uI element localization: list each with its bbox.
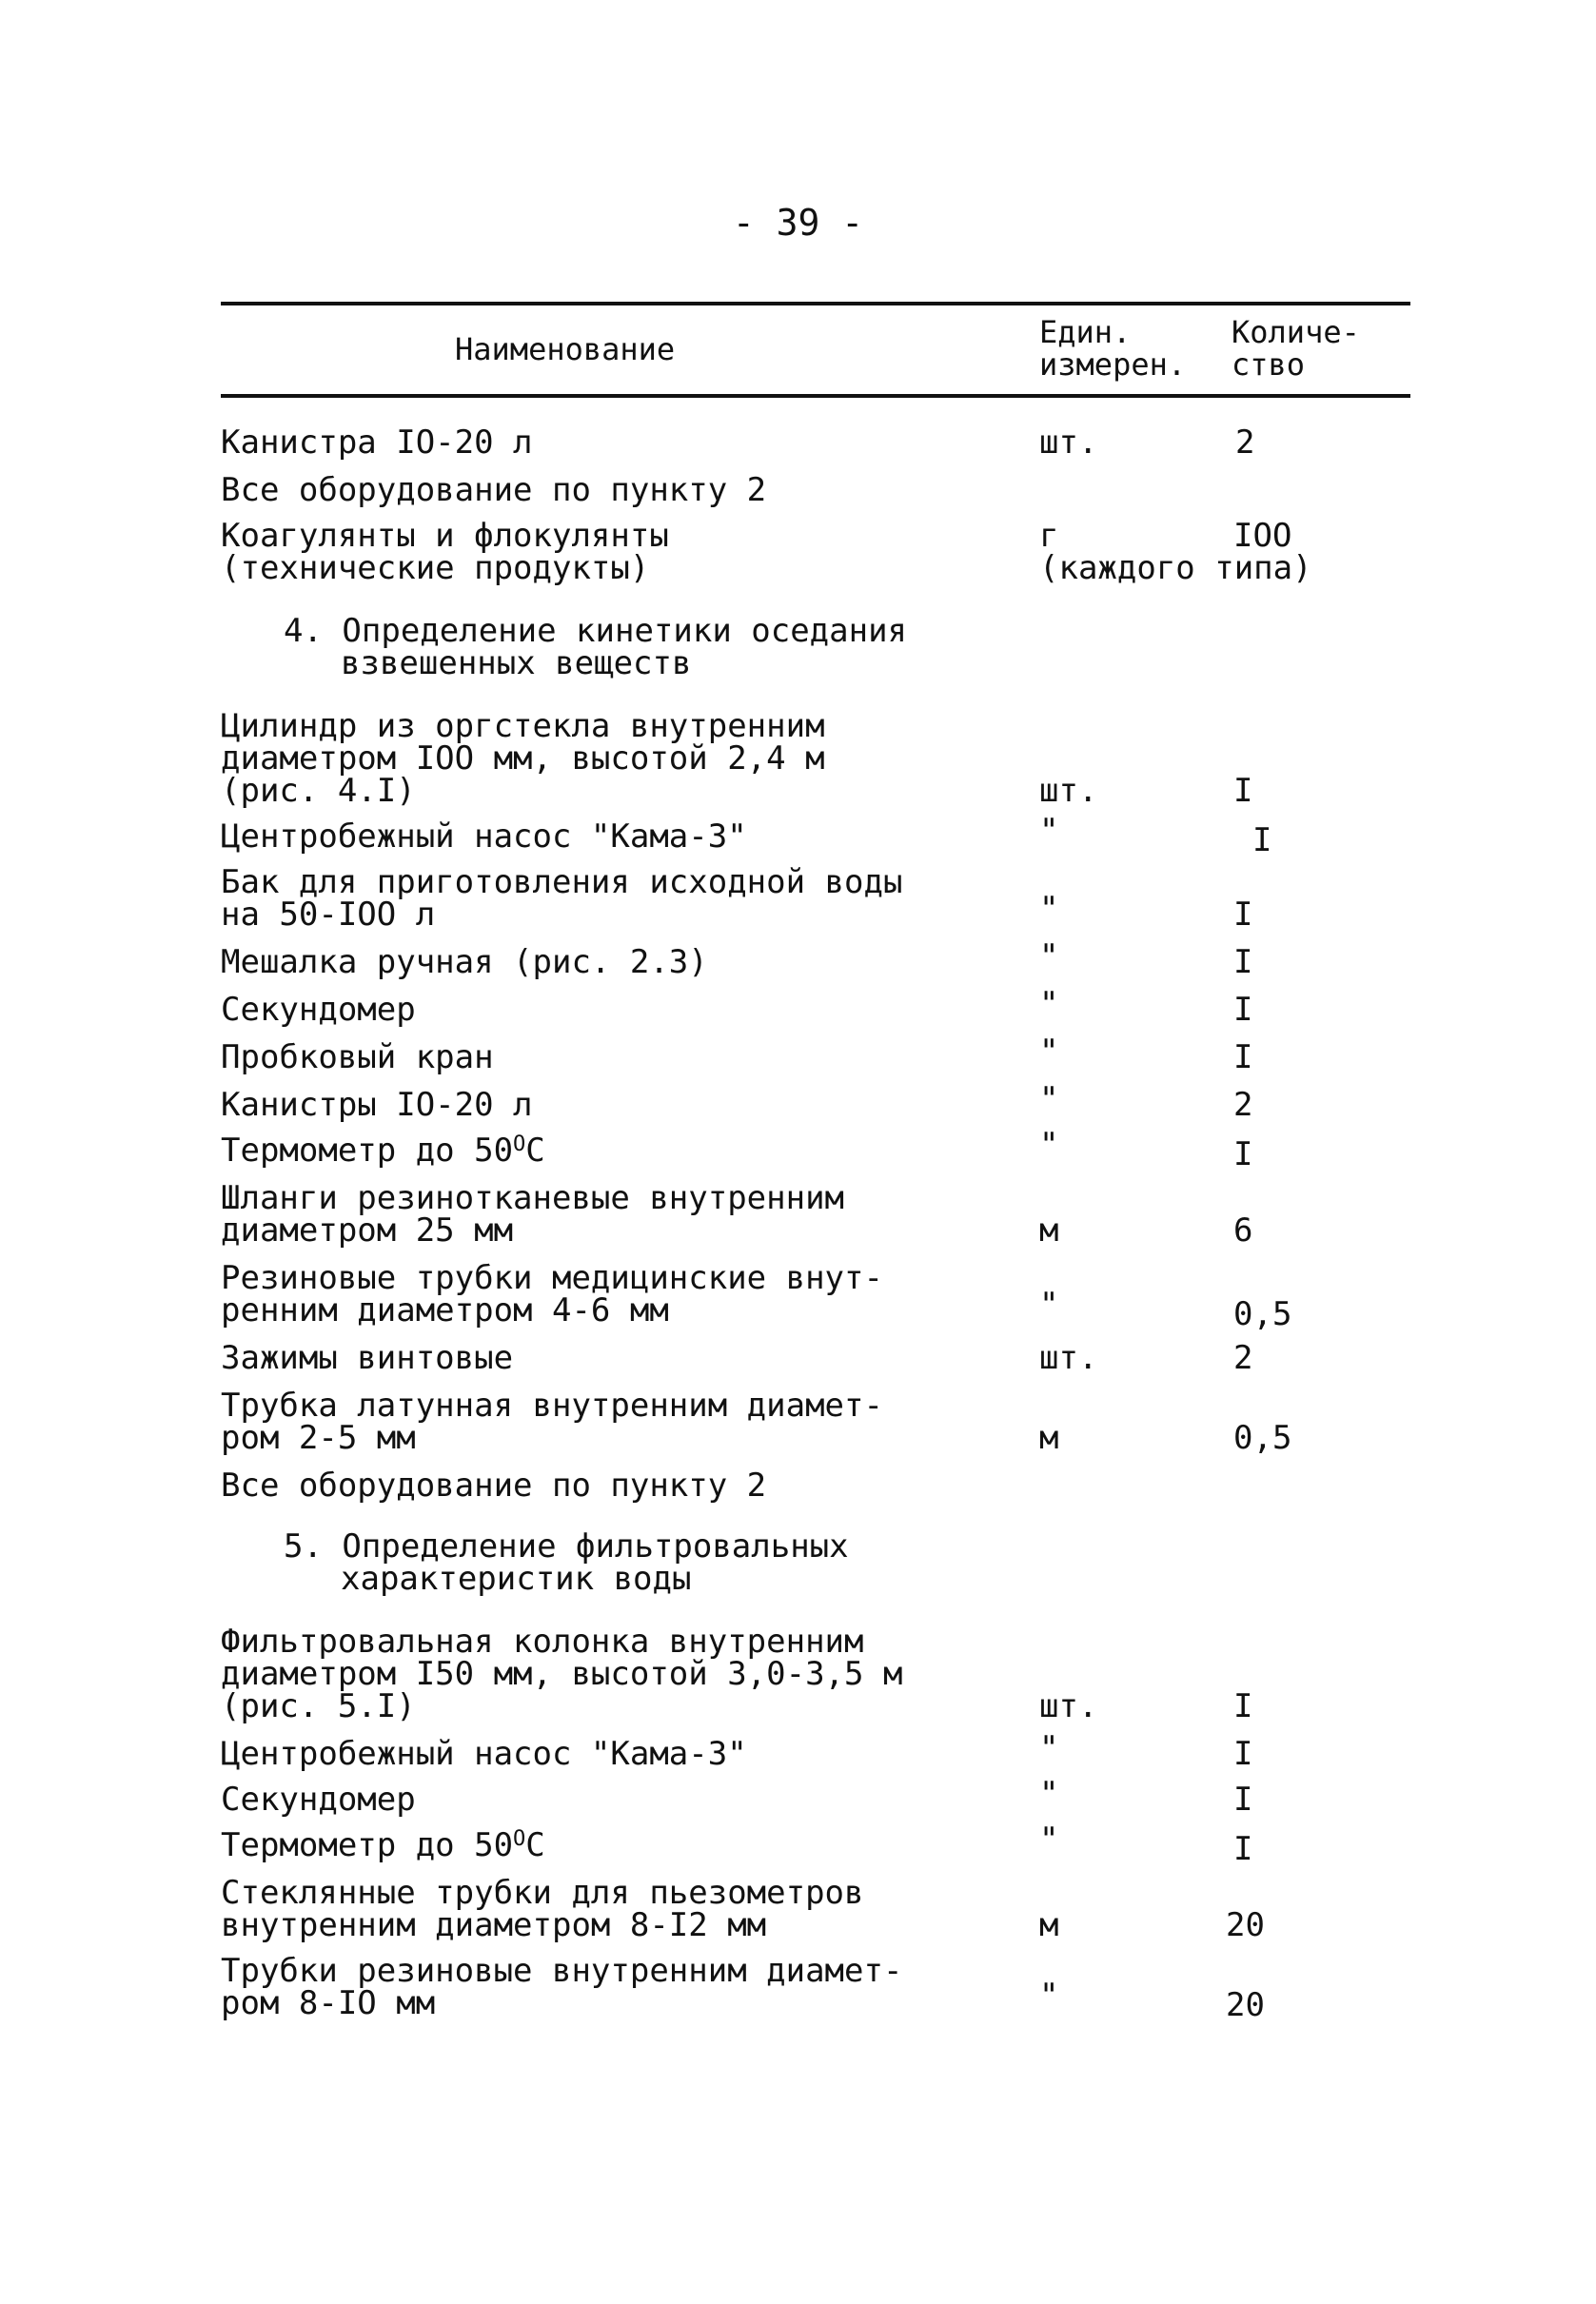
item-name-line2: диаметром I50 мм, высотой 3,0-3,5 м [221,1655,903,1693]
item-name-line1: Стеклянные трубки для пьезометров [221,1874,864,1912]
item-unit-line2: (каждого типа) [1039,549,1312,587]
section-5-heading-line1: 5. Определение фильтровальных [284,1527,849,1566]
item-unit: шт. [1039,1687,1098,1725]
item-unit: " [1039,1080,1059,1118]
item-name-line1: Цилиндр из оргстекла внутренним [221,707,825,745]
item-qty: I [1233,896,1253,934]
item-unit: " [1039,1033,1059,1071]
item-qty: I [1252,821,1272,859]
item-unit: " [1039,1775,1059,1813]
item-name-line2: диаметром IOO мм, высотой 2,4 м [221,739,825,778]
item-unit: " [1039,1286,1059,1324]
item-name-line1: Шланги резинотканевые внутренним [221,1179,845,1217]
item-qty: 0,5 [1233,1419,1292,1457]
item-unit: " [1039,1126,1059,1164]
item-name-line2: на 50-IOO л [221,896,436,934]
item-name [221,1826,545,1864]
item-unit: шт. [1039,423,1098,462]
item-qty: 2 [1233,1339,1253,1377]
item-name-tail: C [525,1826,545,1864]
item-unit: м [1039,1211,1059,1250]
degree-sign: O [513,1132,526,1156]
item-name-line1: Коагулянты и флокулянты [221,517,669,555]
item-name-line1: Фильтровальная колонка внутренним [221,1623,864,1661]
item-qty: I [1233,772,1253,810]
item-name-tail: C [525,1132,545,1170]
item-name: Пробковый кран [221,1038,494,1076]
item-unit: " [1039,1821,1059,1859]
item-name: Центробежный насос "Кама-3" [221,817,747,856]
item-unit: " [1039,1977,1059,2015]
item-name-line3: (рис. 5.I) [221,1687,416,1725]
item-qty: I [1233,1830,1253,1868]
item-name: Все оборудование по пункту 2 [221,1467,767,1505]
item-name-line1: Трубки резиновые внутренним диамет- [221,1952,903,1990]
item-unit: м [1039,1906,1059,1944]
item-unit: шт. [1039,772,1098,810]
item-unit: " [1039,985,1059,1023]
item-unit-line1: г [1039,517,1059,555]
degree-sign: O [513,1827,526,1851]
item-name-line3: (рис. 4.I) [221,772,416,810]
header-name: Наименование [455,331,676,367]
header-unit-line2: измерен. [1039,346,1187,383]
item-qty: 2 [1233,1086,1253,1124]
page-number: - 39 - [732,202,864,244]
item-qty: 20 [1226,1906,1265,1944]
item-name: Канистра IO-20 л [221,423,533,462]
item-name: Секундомер [221,991,416,1029]
item-name-line1: Трубка латунная внутренним диамет- [221,1387,883,1425]
header-qty-line1: Количе- [1231,314,1360,350]
item-qty: I [1233,1038,1253,1076]
item-qty: IOO [1233,517,1292,555]
item-unit: " [1039,890,1059,928]
section-5-heading-line2: характеристик воды [341,1560,692,1598]
table-header-rule [221,394,1410,398]
item-qty: I [1233,1781,1253,1819]
header-unit-line1: Един. [1039,314,1132,350]
item-qty: I [1233,943,1253,981]
item-qty: 6 [1233,1211,1253,1250]
item-name-text: Термометр до 50 [221,1826,514,1864]
item-name-line2: диаметром 25 мм [221,1211,514,1250]
item-name-line1: Бак для приготовления исходной воды [221,863,903,901]
item-name-line2: ром 2-5 мм [221,1419,416,1457]
item-name: Зажимы винтовые [221,1339,514,1377]
item-qty: I [1233,991,1253,1029]
item-name: Мешалка ручная (рис. 2.3) [221,943,708,981]
header-qty-line2: ство [1231,346,1306,383]
item-name [221,1132,545,1170]
item-unit: шт. [1039,1339,1098,1377]
item-name: Канистры IO-20 л [221,1086,533,1124]
section-4-heading-line2: взвешенных веществ [341,644,692,682]
item-name: Секундомер [221,1781,416,1819]
section-4-heading-line1: 4. Определение кинетики оседания [284,612,908,650]
item-qty: 2 [1235,423,1255,462]
item-name-line2: ренним диаметром 4-6 мм [221,1291,669,1329]
item-name-line2: внутренним диаметром 8-I2 мм [221,1906,767,1944]
item-name-line2: ром 8-IO мм [221,1984,436,2022]
item-qty: 20 [1226,1986,1265,2024]
item-qty: I [1233,1735,1253,1773]
item-unit: " [1039,937,1059,975]
item-name-line1: Резиновые трубки медицинские внут- [221,1259,883,1297]
item-name-line2: (технические продукты) [221,549,650,587]
item-qty: I [1233,1135,1253,1173]
item-name: Все оборудование по пункту 2 [221,471,767,509]
item-unit: " [1039,812,1059,850]
item-unit: м [1039,1419,1059,1457]
table-top-rule [221,302,1410,305]
item-qty: I [1233,1687,1253,1725]
item-qty: 0,5 [1233,1295,1292,1333]
item-unit: " [1039,1729,1059,1767]
item-name: Центробежный насос "Кама-3" [221,1735,747,1773]
item-name-text: Термометр до 50 [221,1132,514,1170]
